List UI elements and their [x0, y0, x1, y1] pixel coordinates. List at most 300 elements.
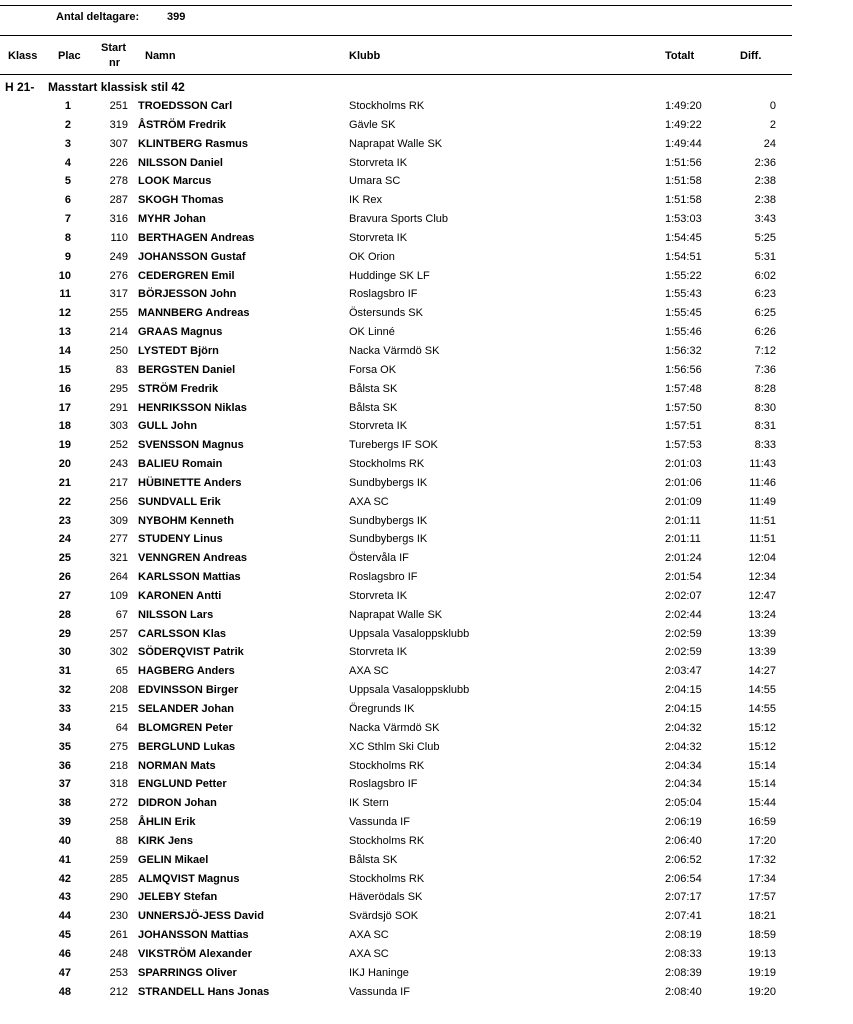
result-start-number: 215	[109, 703, 128, 715]
result-athlete-name: JELEBY Stefan	[138, 891, 218, 904]
result-athlete-name: ALMQVIST Magnus	[138, 872, 240, 885]
result-total-time: 1:51:58	[665, 175, 702, 188]
result-placing: 34	[58, 721, 71, 734]
result-start-number: 291	[109, 401, 128, 414]
result-total-time: 2:01:54	[665, 571, 702, 584]
table-row	[0, 323, 792, 342]
result-total-time: 1:57:51	[665, 420, 702, 433]
result-club: IK Rex	[349, 194, 383, 207]
table-row	[0, 662, 792, 681]
result-time-diff: 14:55	[748, 703, 776, 715]
result-placing: 41	[58, 853, 71, 866]
result-club: Storvreta IK	[349, 646, 408, 659]
result-start-number: 217	[109, 476, 128, 489]
result-club: Storvreta IK	[349, 420, 408, 433]
class-name: Masstart klassisk stil 42	[48, 80, 185, 94]
result-club: AXA SC	[349, 929, 389, 942]
result-athlete-name: MYHR Johan	[138, 213, 206, 226]
col-header-totalt: Totalt	[665, 50, 695, 62]
result-time-diff: 11:46	[749, 476, 776, 489]
result-start-number: 272	[109, 797, 128, 810]
result-club: Uppsala Vasaloppsklubb	[349, 684, 470, 697]
table-row	[0, 399, 792, 418]
result-total-time: 2:06:40	[665, 834, 702, 847]
result-club: Svärdsjö SOK	[349, 910, 419, 923]
result-placing: 47	[58, 966, 71, 979]
result-time-diff: 15:14	[748, 759, 776, 772]
result-placing: 3	[64, 137, 71, 150]
result-athlete-name: STRÖM Fredrik	[138, 382, 219, 395]
result-time-diff: 7:36	[754, 363, 776, 376]
result-total-time: 2:08:19	[665, 929, 702, 942]
table-row	[0, 455, 792, 474]
result-athlete-name: GULL John	[138, 420, 198, 433]
result-total-time: 2:03:47	[665, 665, 702, 678]
result-placing: 36	[58, 759, 71, 772]
results-table	[0, 97, 792, 1002]
result-athlete-name: ÅHLIN Erik	[138, 816, 196, 829]
table-row	[0, 964, 792, 983]
table-row	[0, 135, 792, 154]
result-placing: 32	[58, 684, 71, 697]
result-time-diff: 12:34	[748, 571, 776, 584]
top-rule	[0, 5, 792, 6]
result-start-number: 275	[109, 740, 128, 753]
result-club: Stockholms RK	[349, 100, 425, 112]
result-time-diff: 12:04	[748, 552, 776, 565]
result-club: IKJ Haninge	[349, 966, 409, 979]
result-total-time: 1:51:58	[665, 194, 702, 207]
result-club: Sundbybergs IK	[349, 476, 428, 489]
result-placing: 8	[64, 231, 71, 244]
result-total-time: 1:53:03	[665, 213, 702, 226]
result-athlete-name: BLOMGREN Peter	[138, 721, 233, 734]
participant-count-value: 399	[167, 11, 186, 23]
result-placing: 12	[58, 307, 71, 320]
result-total-time: 2:04:15	[665, 684, 702, 697]
result-club: Uppsala Vasaloppsklubb	[349, 627, 470, 640]
table-row	[0, 154, 792, 173]
result-athlete-name: SPARRINGS Oliver	[138, 966, 237, 979]
col-header-namn: Namn	[145, 50, 176, 62]
result-time-diff: 6:25	[754, 307, 776, 320]
result-placing: 31	[58, 665, 71, 678]
result-athlete-name: STRANDELL Hans Jonas	[138, 985, 270, 998]
table-row	[0, 681, 792, 700]
result-start-number: 317	[109, 288, 128, 301]
result-total-time: 1:55:22	[665, 269, 702, 282]
result-time-diff: 8:28	[754, 382, 776, 395]
result-time-diff: 3:43	[754, 213, 776, 226]
table-row	[0, 568, 792, 587]
result-start-number: 65	[115, 665, 128, 678]
result-start-number: 302	[109, 646, 128, 659]
result-club: AXA SC	[349, 947, 389, 960]
result-placing: 24	[58, 533, 71, 546]
table-row	[0, 380, 792, 399]
result-total-time: 2:04:34	[665, 759, 702, 772]
table-row	[0, 945, 792, 964]
result-total-time: 2:08:40	[665, 985, 702, 998]
result-placing: 38	[58, 797, 71, 810]
result-time-diff: 8:30	[754, 401, 776, 414]
result-time-diff: 19:13	[748, 947, 776, 960]
result-club: Roslagsbro IF	[349, 778, 418, 791]
result-athlete-name: ÅSTRÖM Fredrik	[138, 118, 227, 131]
result-start-number: 278	[109, 175, 128, 188]
result-athlete-name: NILSSON Lars	[138, 608, 214, 621]
result-start-number: 218	[109, 759, 128, 772]
table-row	[0, 229, 792, 248]
result-placing: 28	[58, 608, 71, 621]
result-club: Bålsta SK	[349, 401, 398, 414]
result-placing: 39	[58, 816, 71, 829]
table-row	[0, 851, 792, 870]
table-row	[0, 361, 792, 380]
result-placing: 48	[58, 985, 71, 998]
result-placing: 13	[58, 326, 71, 339]
result-total-time: 2:01:11	[665, 514, 701, 527]
table-row	[0, 436, 792, 455]
result-placing: 16	[58, 382, 71, 395]
result-club: Sundbybergs IK	[349, 533, 428, 546]
result-placing: 46	[58, 947, 71, 960]
result-total-time: 1:55:46	[665, 326, 702, 339]
result-club: Stockholms RK	[349, 872, 425, 885]
result-start-number: 261	[109, 929, 128, 942]
table-row	[0, 983, 792, 1002]
result-time-diff: 19:19	[748, 966, 776, 979]
result-start-number: 248	[109, 947, 128, 960]
result-placing: 14	[58, 344, 71, 357]
result-time-diff: 17:20	[748, 834, 776, 847]
result-athlete-name: BÖRJESSON John	[138, 288, 237, 301]
result-time-diff: 12:47	[748, 589, 776, 602]
result-total-time: 2:06:54	[665, 872, 702, 885]
result-athlete-name: DIDRON Johan	[138, 797, 217, 810]
table-row	[0, 210, 792, 229]
result-athlete-name: TROEDSSON Carl	[138, 100, 233, 112]
result-time-diff: 5:31	[754, 250, 776, 263]
result-placing: 21	[58, 476, 71, 489]
result-time-diff: 13:24	[748, 608, 776, 621]
result-start-number: 287	[109, 194, 128, 207]
result-club: Stockholms RK	[349, 834, 425, 847]
result-club: Häverödals SK	[349, 891, 423, 904]
header-top-rule	[0, 35, 792, 36]
result-placing: 6	[64, 194, 71, 207]
result-start-number: 285	[109, 872, 128, 885]
class-code: H 21-	[5, 80, 35, 94]
table-row	[0, 775, 792, 794]
result-athlete-name: ENGLUND Petter	[138, 778, 227, 791]
result-total-time: 2:01:24	[665, 552, 702, 565]
result-placing: 42	[58, 872, 71, 885]
result-start-number: 67	[115, 608, 128, 621]
result-placing: 37	[58, 778, 71, 791]
table-row	[0, 700, 792, 719]
result-total-time: 2:06:19	[665, 816, 702, 829]
result-total-time: 2:04:15	[665, 703, 702, 715]
result-placing: 33	[58, 703, 71, 715]
result-athlete-name: JOHANSSON Mattias	[138, 929, 249, 942]
result-club: Roslagsbro IF	[349, 571, 418, 584]
result-start-number: 212	[109, 985, 128, 998]
result-start-number: 252	[109, 439, 128, 452]
table-row	[0, 97, 792, 116]
result-club: Östervåla IF	[349, 552, 409, 565]
class-section-title	[5, 80, 185, 94]
result-placing: 30	[58, 646, 71, 659]
result-total-time: 2:02:07	[665, 589, 702, 602]
result-total-time: 2:02:59	[665, 627, 702, 640]
result-start-number: 257	[109, 627, 128, 640]
table-row	[0, 794, 792, 813]
result-placing: 20	[58, 458, 71, 471]
result-start-number: 110	[110, 231, 128, 244]
table-row	[0, 342, 792, 361]
result-placing: 9	[64, 250, 71, 263]
result-club: Vassunda IF	[349, 816, 410, 829]
table-row	[0, 719, 792, 738]
result-club: Turebergs IF SOK	[349, 439, 438, 452]
result-placing: 11	[59, 288, 71, 301]
result-time-diff: 15:44	[748, 797, 776, 810]
result-athlete-name: NYBOHM Kenneth	[138, 514, 234, 527]
result-placing: 18	[58, 420, 71, 433]
result-club: Östersunds SK	[349, 307, 423, 320]
result-time-diff: 16:59	[748, 816, 776, 829]
result-time-diff: 6:02	[754, 269, 776, 282]
result-placing: 26	[58, 571, 71, 584]
result-time-diff: 5:25	[754, 231, 776, 244]
result-total-time: 1:57:50	[665, 401, 702, 414]
result-athlete-name: CARLSSON Klas	[138, 627, 227, 640]
result-placing: 22	[58, 495, 71, 508]
result-start-number: 319	[109, 118, 128, 131]
result-club: Naprapat Walle SK	[349, 137, 443, 150]
result-time-diff: 17:32	[748, 853, 776, 866]
result-time-diff: 19:20	[748, 985, 776, 998]
result-club: Huddinge SK LF	[349, 269, 430, 282]
result-time-diff: 17:57	[748, 891, 776, 904]
result-athlete-name: LOOK Marcus	[138, 175, 212, 188]
result-total-time: 2:02:59	[665, 646, 702, 659]
result-placing: 5	[64, 175, 71, 188]
result-placing: 4	[64, 156, 71, 169]
table-row	[0, 888, 792, 907]
result-club: Umara SC	[349, 175, 401, 188]
result-athlete-name: SVENSSON Magnus	[138, 439, 244, 452]
result-time-diff: 11:49	[749, 495, 776, 508]
result-athlete-name: HÜBINETTE Anders	[138, 476, 242, 489]
result-time-diff: 14:55	[748, 684, 776, 697]
result-athlete-name: LYSTEDT Björn	[138, 344, 219, 357]
result-time-diff: 13:39	[748, 627, 776, 640]
result-club: Forsa OK	[349, 363, 397, 376]
result-start-number: 250	[109, 344, 128, 357]
result-time-diff: 15:12	[748, 721, 776, 734]
result-start-number: 214	[109, 326, 128, 339]
result-athlete-name: BERGLUND Lukas	[138, 740, 236, 753]
result-time-diff: 14:27	[748, 665, 776, 678]
result-total-time: 1:51:56	[665, 156, 702, 169]
result-club: Nacka Värmdö SK	[349, 344, 440, 357]
result-start-number: 316	[109, 213, 128, 226]
table-row	[0, 530, 792, 549]
table-row	[0, 172, 792, 191]
col-header-klubb: Klubb	[349, 50, 381, 62]
result-athlete-name: EDVINSSON Birger	[138, 684, 239, 697]
col-header-plac: Plac	[58, 50, 81, 62]
result-time-diff: 2:36	[754, 156, 776, 169]
result-club: Storvreta IK	[349, 231, 408, 244]
table-row	[0, 738, 792, 757]
result-placing: 17	[58, 401, 71, 414]
result-start-number: 318	[109, 778, 128, 791]
result-placing: 43	[58, 891, 71, 904]
participant-count-label: Antal deltagare:	[56, 11, 140, 23]
result-start-number: 83	[115, 363, 128, 376]
result-total-time: 2:01:11	[665, 533, 701, 546]
result-athlete-name: KARONEN Antti	[138, 589, 222, 602]
result-club: Bravura Sports Club	[349, 213, 449, 226]
result-start-number: 230	[109, 910, 128, 923]
result-athlete-name: UNNERSJÖ-JESS David	[138, 910, 264, 923]
result-athlete-name: SUNDVALL Erik	[138, 495, 221, 508]
result-club: Sundbybergs IK	[349, 514, 428, 527]
result-athlete-name: BALIEU Romain	[138, 458, 223, 471]
result-start-number: 321	[109, 552, 128, 565]
result-total-time: 1:49:44	[665, 137, 702, 150]
result-placing: 23	[58, 514, 71, 527]
table-row	[0, 606, 792, 625]
table-row	[0, 191, 792, 210]
result-athlete-name: STUDENY Linus	[138, 533, 223, 546]
result-club: Roslagsbro IF	[349, 288, 418, 301]
result-total-time: 2:08:39	[665, 966, 702, 979]
result-club: Stockholms RK	[349, 759, 425, 772]
result-athlete-name: JOHANSSON Gustaf	[138, 250, 246, 263]
result-athlete-name: KIRK Jens	[138, 834, 194, 847]
result-total-time: 2:08:33	[665, 947, 702, 960]
participant-count	[56, 11, 186, 23]
result-athlete-name: NORMAN Mats	[138, 759, 216, 772]
result-athlete-name: BERTHAGEN Andreas	[138, 231, 255, 244]
result-total-time: 1:57:48	[665, 382, 702, 395]
table-row	[0, 832, 792, 851]
col-header-klass: Klass	[8, 50, 38, 62]
result-time-diff: 7:12	[754, 344, 776, 357]
result-time-diff: 15:12	[748, 740, 776, 753]
result-total-time: 1:49:20	[665, 100, 702, 112]
result-club: Vassunda IF	[349, 985, 410, 998]
table-row	[0, 493, 792, 512]
table-row	[0, 870, 792, 889]
result-total-time: 2:01:06	[665, 476, 702, 489]
result-athlete-name: NILSSON Daniel	[138, 156, 223, 169]
table-row	[0, 907, 792, 926]
table-row	[0, 643, 792, 662]
result-placing: 19	[58, 439, 71, 452]
result-total-time: 2:01:09	[665, 495, 702, 508]
result-start-number: 264	[109, 571, 128, 584]
result-start-number: 295	[109, 382, 128, 395]
table-row	[0, 757, 792, 776]
result-athlete-name: HAGBERG Anders	[138, 665, 235, 678]
result-club: AXA SC	[349, 495, 389, 508]
result-start-number: 208	[109, 684, 128, 697]
result-total-time: 1:56:32	[665, 344, 702, 357]
result-club: Storvreta IK	[349, 589, 408, 602]
result-placing: 15	[58, 363, 71, 376]
result-athlete-name: GELIN Mikael	[138, 853, 209, 866]
result-start-number: 249	[109, 250, 128, 263]
table-row	[0, 587, 792, 606]
result-total-time: 1:54:45	[665, 231, 702, 244]
col-header-start: Start	[101, 42, 127, 54]
result-total-time: 2:05:04	[665, 797, 702, 810]
result-athlete-name: VIKSTRÖM Alexander	[138, 947, 252, 960]
result-time-diff: 8:31	[754, 420, 776, 433]
result-time-diff: 8:33	[754, 439, 776, 452]
result-club: Nacka Värmdö SK	[349, 721, 440, 734]
result-club: Bålsta SK	[349, 382, 398, 395]
result-time-diff: 13:39	[748, 646, 776, 659]
result-time-diff: 18:59	[748, 929, 776, 942]
result-start-number: 243	[109, 458, 128, 471]
result-total-time: 2:06:52	[665, 853, 702, 866]
result-placing: 40	[58, 834, 71, 847]
result-start-number: 251	[109, 100, 128, 112]
result-placing: 45	[58, 929, 71, 942]
result-athlete-name: SÖDERQVIST Patrik	[138, 646, 244, 659]
result-start-number: 277	[109, 533, 128, 546]
col-header-diff: Diff.	[740, 50, 762, 62]
result-placing: 29	[58, 627, 71, 640]
result-club: Storvreta IK	[349, 156, 408, 169]
result-athlete-name: HENRIKSSON Niklas	[138, 401, 247, 414]
result-club: AXA SC	[349, 665, 389, 678]
result-start-number: 290	[109, 891, 128, 904]
result-time-diff: 11:51	[749, 533, 776, 546]
result-time-diff: 2:38	[754, 194, 776, 207]
table-row	[0, 304, 792, 323]
result-time-diff: 17:34	[748, 872, 776, 885]
result-athlete-name: KLINTBERG Rasmus	[138, 137, 249, 150]
result-total-time: 2:07:17	[665, 891, 702, 904]
result-total-time: 1:55:45	[665, 307, 702, 320]
result-placing: 35	[58, 740, 71, 753]
result-athlete-name: BERGSTEN Daniel	[138, 363, 236, 376]
table-row	[0, 417, 792, 436]
result-time-diff: 15:14	[748, 778, 776, 791]
result-club: IK Stern	[349, 797, 389, 810]
result-athlete-name: GRAAS Magnus	[138, 326, 223, 339]
result-time-diff: 6:23	[754, 288, 776, 301]
result-total-time: 1:55:43	[665, 288, 702, 301]
result-placing: 10	[58, 269, 71, 282]
result-start-number: 256	[109, 495, 128, 508]
result-athlete-name: CEDERGREN Emil	[138, 269, 235, 282]
result-total-time: 2:04:32	[665, 740, 702, 753]
table-row	[0, 116, 792, 135]
result-total-time: 1:57:53	[665, 439, 702, 452]
result-placing: 7	[64, 213, 71, 226]
result-athlete-name: VENNGREN Andreas	[138, 552, 248, 565]
result-time-diff: 6:26	[754, 326, 776, 339]
result-time-diff: 24	[763, 137, 776, 150]
